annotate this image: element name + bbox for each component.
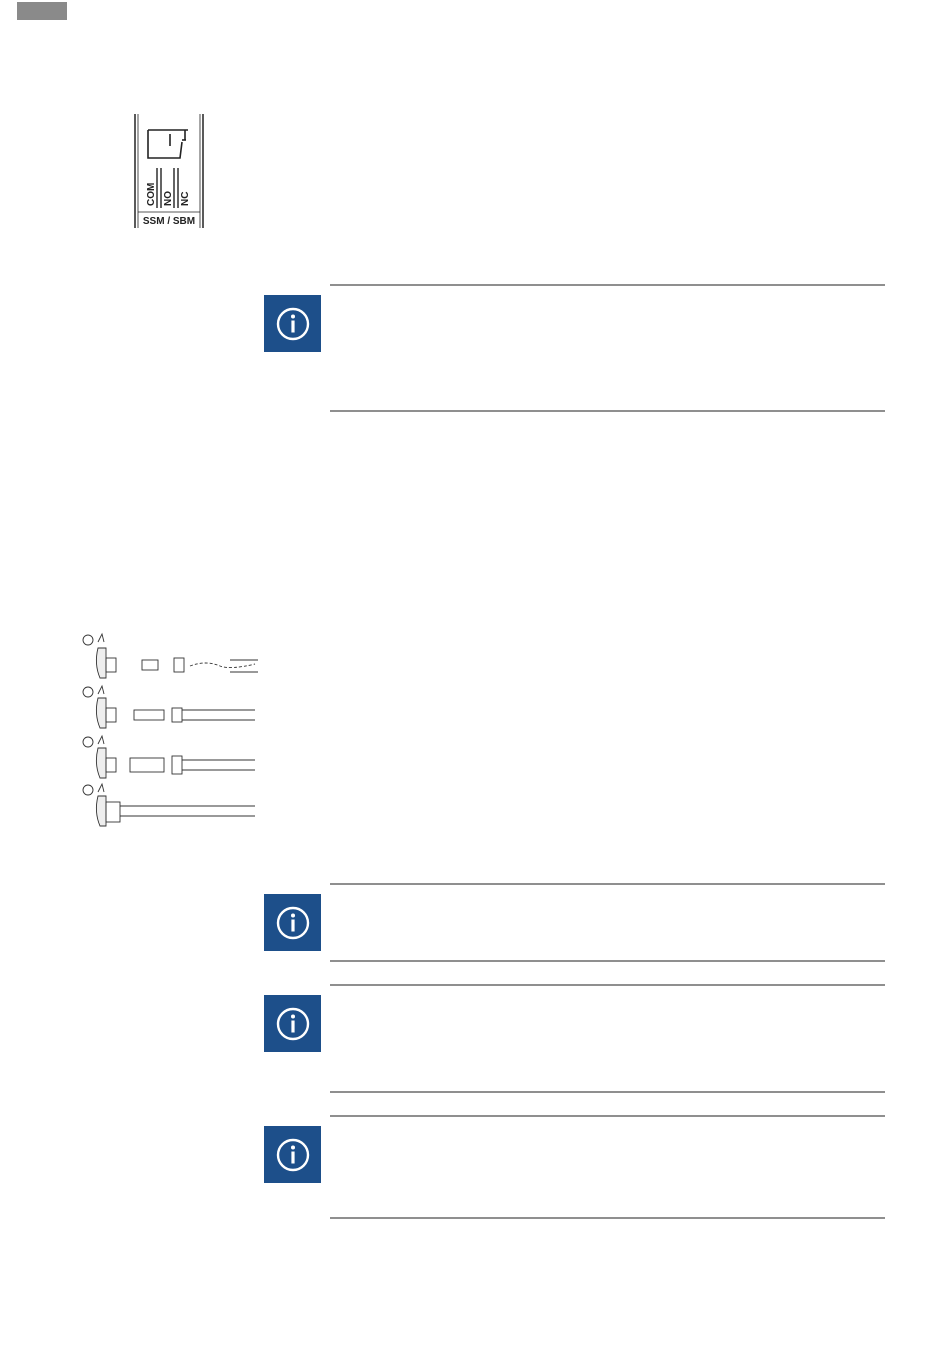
info-box-rule-bottom <box>330 1217 885 1219</box>
page-tab-marker <box>17 2 67 20</box>
info-box-rule-top <box>330 984 885 986</box>
relay-label: SSM / SBM <box>142 216 196 227</box>
info-box-rule-bottom <box>330 1091 885 1093</box>
info-box-rule-bottom <box>330 960 885 962</box>
info-box-rule-top <box>330 1115 885 1117</box>
info-icon <box>264 1126 321 1183</box>
info-box-rule-top <box>330 284 885 286</box>
info-box-rule-top <box>330 883 885 885</box>
terminal-label-no: NO <box>163 191 174 206</box>
info-icon <box>264 894 321 951</box>
terminal-label-nc: NC <box>180 191 191 206</box>
terminal-label-com: COM <box>146 182 157 206</box>
info-icon <box>264 995 321 1052</box>
info-box-rule-bottom <box>330 410 885 412</box>
relay-terminal-figure <box>130 112 208 230</box>
connector-assembly-figure <box>80 630 260 830</box>
info-icon <box>264 295 321 352</box>
